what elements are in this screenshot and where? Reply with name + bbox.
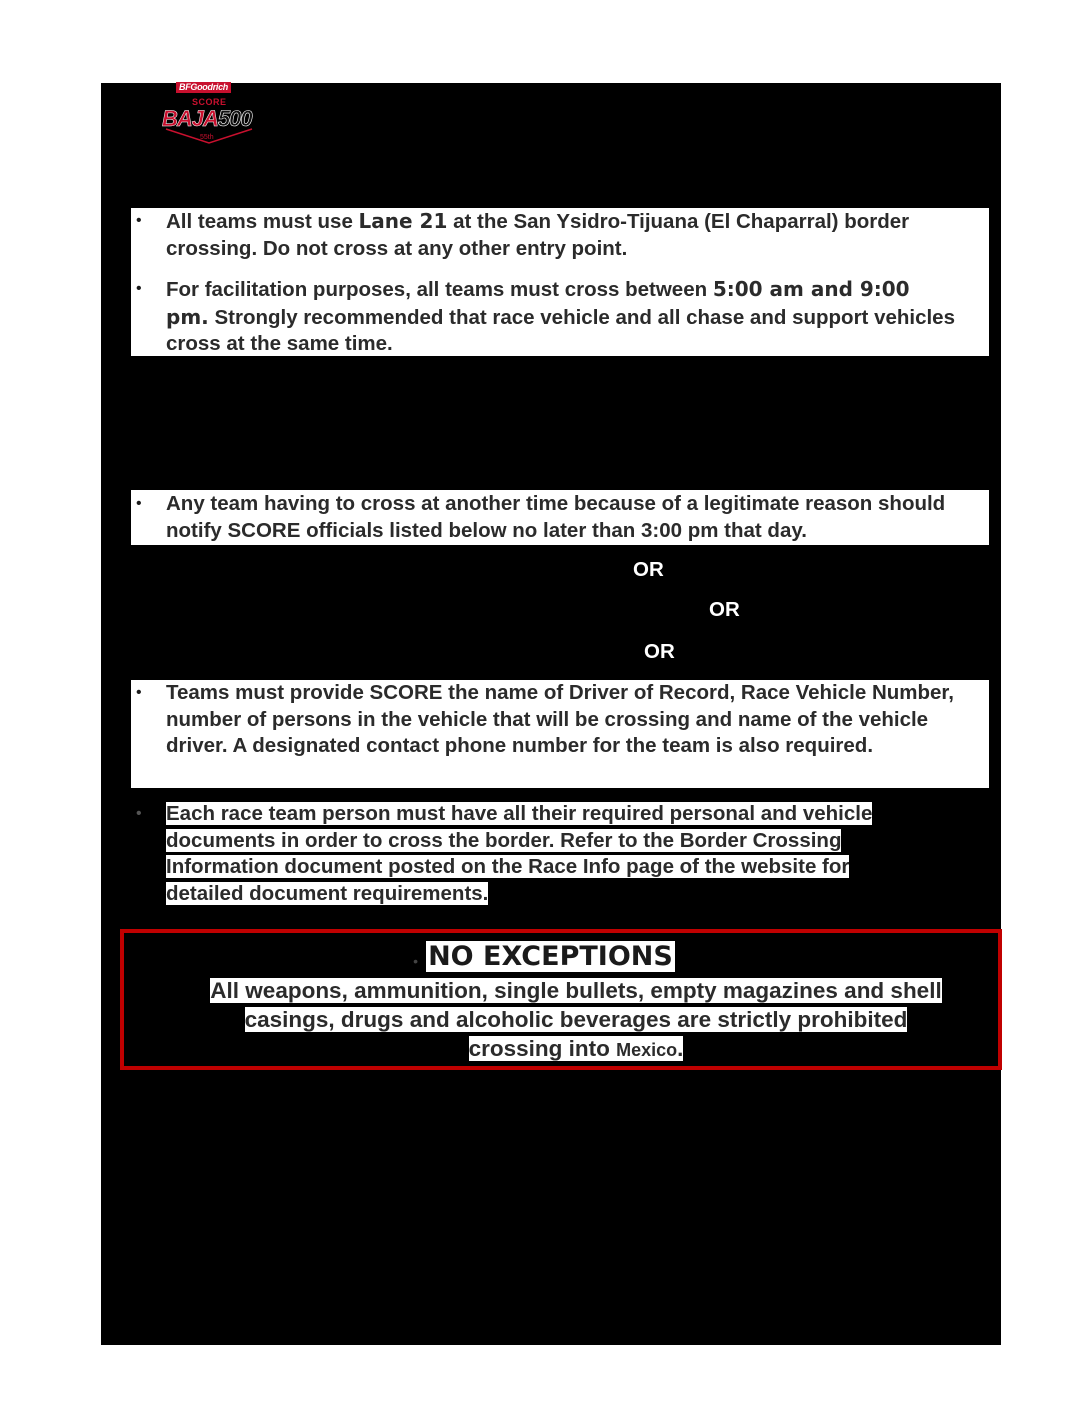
item-required-documents (166, 801, 996, 907)
documents-line-1: Each race team person must have all their required personal and vehicle (166, 802, 873, 825)
no-exceptions-heading (0, 938, 1088, 976)
baja-500-logo (162, 82, 262, 152)
item-1-text-b: at the San Ysidro-Tijuana (El Chaparral) border crossing. Do not cross at any other entry point. (166, 210, 910, 260)
prohibited-line-2: casings, drugs and alcoholic beverages are strictly prohibited (244, 1007, 908, 1032)
or-label-1: OR (633, 558, 664, 581)
prohibited-items-text (0, 976, 1088, 1065)
item-2-hours-highlight: 5:00 am and 9:00 pm. (166, 277, 910, 329)
item-1-lane-highlight: Lane 21 (358, 209, 448, 233)
documents-line-3: Information document posted on the Race Info page of the website for (166, 855, 850, 878)
documents-line-2: documents in order to cross the border. Refer to the Border Crossing (166, 828, 842, 852)
bullet-2: • (136, 280, 142, 297)
notice-bullet: • (413, 952, 419, 969)
item-crossing-hours (166, 276, 956, 358)
bullet-4: • (136, 684, 142, 701)
prohibited-line-3-main: crossing into (468, 1036, 617, 1061)
bullet-5: • (136, 805, 142, 822)
prohibited-line-1: All weapons, ammunition, single bullets, empty magazines and shell (210, 978, 942, 1003)
item-2-text-b: Strongly recommended that race vehicle and all chase and support vehicles cross at the same time. (166, 305, 955, 355)
item-notify-officials: Any team having to cross at another time because of a legitimate reason should notify SCORE officials listed below no later than 3:00 pm that day. (166, 492, 946, 542)
bullet-1: • (136, 212, 142, 229)
logo-series: SCORE (192, 97, 227, 107)
item-2-text-a: For facilitation purposes, all teams must cross between (166, 278, 713, 301)
documents-line-4: detailed document requirements. (166, 881, 489, 905)
logo-number: 500 (217, 106, 252, 131)
item-1-text-a: All teams must use (166, 210, 359, 233)
logo-event-name: BAJA (162, 106, 218, 131)
prohibited-line-3 (469, 1036, 684, 1061)
logo-edition: 55th (200, 134, 214, 141)
prohibited-line-3-country: Mexico (616, 1040, 678, 1060)
no-exceptions-text: NO EXCEPTIONS (428, 941, 673, 972)
logo-brand: BFGoodrich (176, 82, 231, 93)
item-driver-of-record: Teams must provide SCORE the name of Driver of Record, Race Vehicle Number, number of persons in the vehicle that will be crossing and name of the vehicle driver. A designated contact phone number for the team is also required. (166, 681, 954, 757)
prohibited-line-3-end: . (677, 1036, 684, 1061)
or-label-3: OR (644, 640, 675, 663)
item-lane-21 (166, 208, 956, 262)
or-label-2: OR (709, 598, 740, 621)
bullet-3: • (136, 495, 142, 512)
